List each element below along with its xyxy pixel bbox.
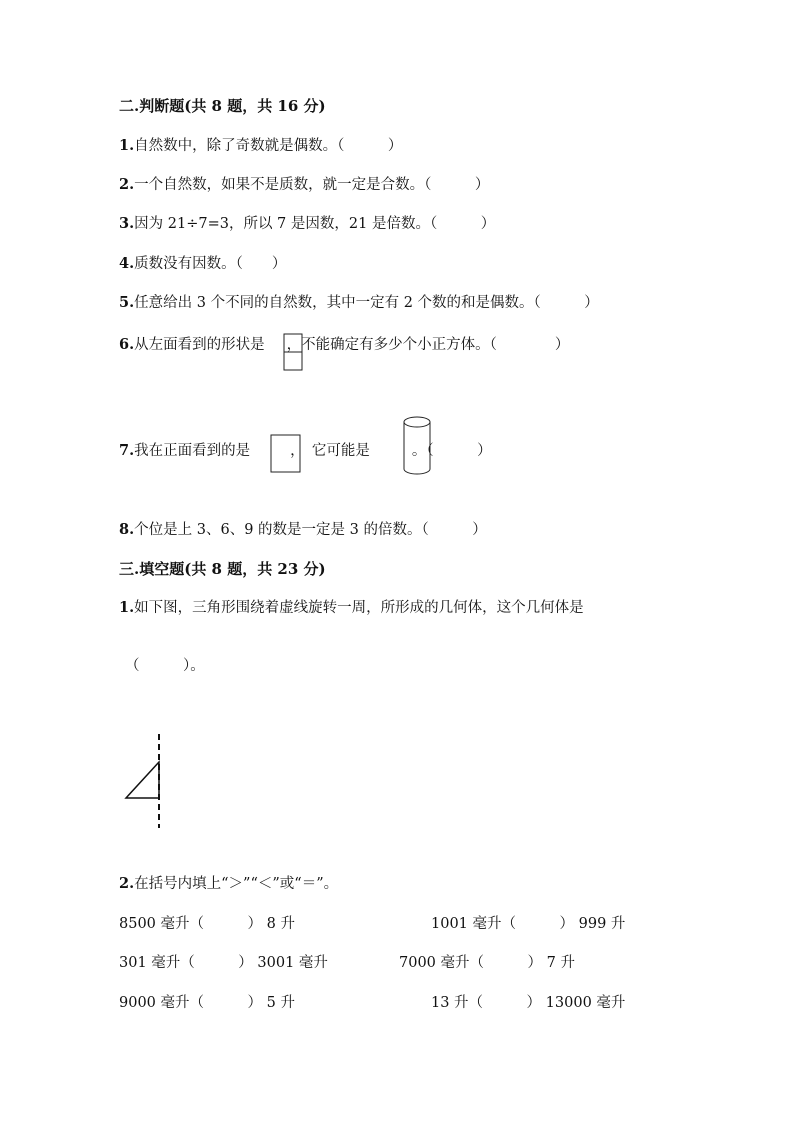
question-number: 6. bbox=[119, 336, 135, 353]
judge-question-4 bbox=[119, 254, 286, 274]
question-number: 2. bbox=[119, 875, 135, 892]
question-number: 1. bbox=[119, 137, 135, 154]
judge-question-5 bbox=[119, 293, 599, 313]
fill-question-2 bbox=[119, 874, 338, 894]
square-icon bbox=[270, 434, 302, 474]
question-text-after: 。（ ） bbox=[411, 443, 492, 459]
compare-item: 13 升（ ） 13000 毫升 bbox=[431, 995, 626, 1011]
compare-item: 8500 毫升（ ） 8 升 bbox=[119, 916, 295, 932]
answer-blank: （ ）。 bbox=[125, 658, 205, 674]
question-text-after: ，不能确定有多少个小正方体。（ ） bbox=[286, 337, 570, 353]
question-text: 任意给出 3 个不同的自然数，其中一定有 2 个数的和是偶数。（ ） bbox=[134, 295, 599, 311]
question-text-middle: ， 它可能是 bbox=[290, 443, 370, 459]
judge-question-2 bbox=[119, 175, 489, 195]
question-text: 因为 21÷7=3，所以 7 是因数，21 是倍数。（ ） bbox=[134, 216, 496, 232]
question-text: 在括号内填上“＞”“＜”或“＝”。 bbox=[134, 876, 339, 892]
question-text: 个位是上 3、6、9 的数是一定是 3 的倍数。（ ） bbox=[134, 522, 487, 538]
compare-item: 301 毫升（ ） 3001 毫升 bbox=[119, 955, 328, 971]
compare-item: 9000 毫升（ ） 5 升 bbox=[119, 995, 295, 1011]
compare-item: 1001 毫升（ ） 999 升 bbox=[431, 916, 626, 932]
question-number: 1. bbox=[119, 599, 135, 616]
judge-question-6 bbox=[119, 335, 569, 355]
compare-item: 7000 毫升（ ） 7 升 bbox=[399, 955, 575, 971]
judge-question-8 bbox=[119, 520, 487, 540]
question-text: 如下图，三角形围绕着虚线旋转一周，所形成的几何体，这个几何体是 bbox=[134, 600, 584, 616]
question-number: 3. bbox=[119, 215, 135, 232]
question-text: 质数没有因数。（ ） bbox=[134, 256, 287, 272]
judge-question-1 bbox=[119, 136, 402, 156]
question-text: 一个自然数，如果不是质数，就一定是合数。（ ） bbox=[134, 177, 490, 193]
question-number: 8. bbox=[119, 521, 135, 538]
question-text-before: 从左面看到的形状是 bbox=[134, 337, 265, 353]
question-number: 4. bbox=[119, 255, 135, 272]
judge-question-3 bbox=[119, 214, 495, 234]
question-text: 自然数中，除了奇数就是偶数。（ ） bbox=[134, 138, 403, 154]
judge-question-7 bbox=[119, 441, 492, 461]
fill-question-1 bbox=[119, 598, 584, 618]
question-text-before: 我在正面看到的是 bbox=[134, 443, 251, 459]
section3-heading: 三.填空题(共 8 题，共 23 分) bbox=[119, 560, 326, 578]
triangle-rotation-axis-icon bbox=[120, 730, 170, 830]
section2-heading: 二.判断题(共 8 题，共 16 分) bbox=[119, 97, 326, 115]
two-stacked-squares-icon bbox=[283, 333, 303, 373]
question-number: 2. bbox=[119, 176, 135, 193]
question-number: 7. bbox=[119, 442, 135, 459]
cylinder-icon bbox=[402, 415, 432, 477]
question-number: 5. bbox=[119, 294, 135, 311]
